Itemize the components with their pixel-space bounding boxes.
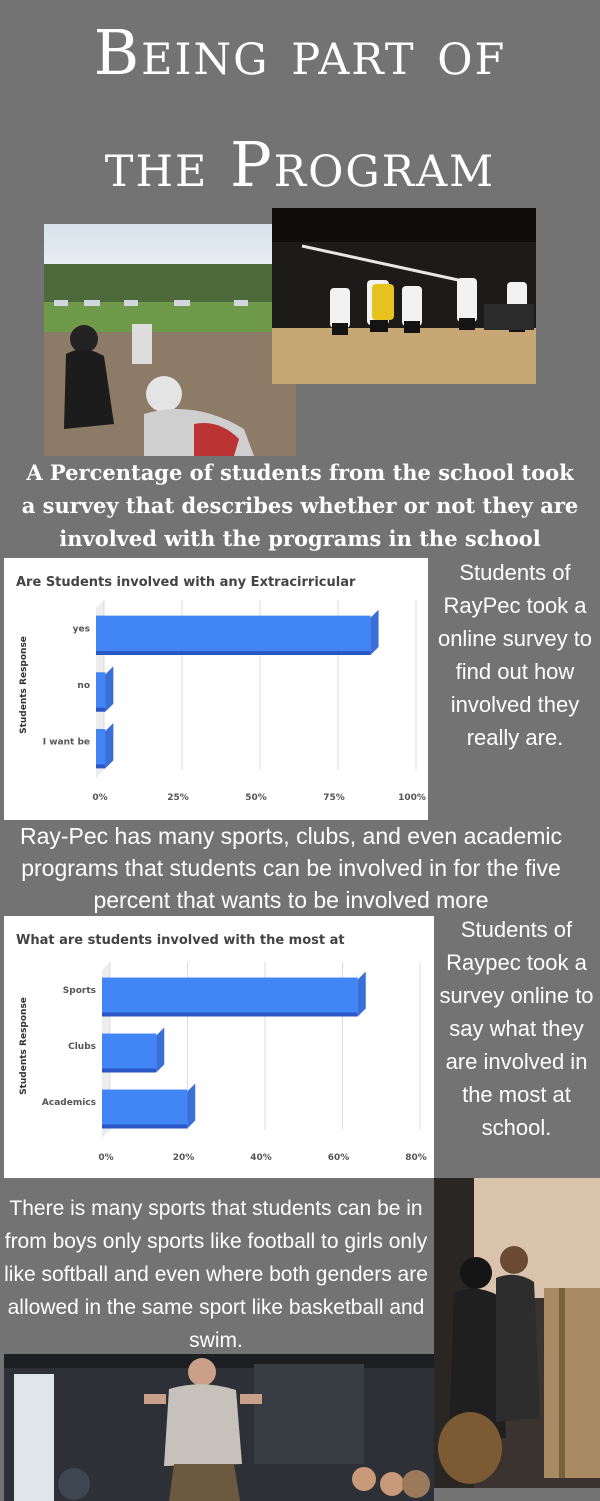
note-online-survey: Students of RayPec took a online survey to find out how involved they really are. — [437, 560, 593, 750]
bar-end — [105, 723, 113, 768]
x-tick-label: 100% — [398, 793, 426, 803]
softball-photo — [44, 224, 296, 456]
chart-involvement — [4, 558, 428, 820]
programs-paragraph: Ray-Pec has many sports, clubs, and even academic programs that students can be involved in for the five percent that wants to be involved more — [19, 823, 563, 913]
chart-most-involved — [4, 916, 434, 1178]
bar-end — [105, 666, 113, 711]
x-tick-label: 50% — [245, 793, 267, 803]
chart-most-involved-svg — [4, 916, 434, 1178]
note-most-involved: Students of Raypec took a survey online to say what they are involved in the most at school. — [439, 917, 594, 1140]
category-label: no — [77, 681, 90, 691]
x-tick-label: 0% — [92, 793, 108, 803]
bar — [102, 1034, 156, 1069]
bar — [96, 729, 105, 764]
category-label: Sports — [62, 986, 96, 996]
x-tick-label: 80% — [405, 1153, 427, 1163]
x-tick-label: 0% — [98, 1153, 114, 1163]
chart-involvement-svg — [4, 558, 428, 820]
x-tick-label: 60% — [327, 1153, 350, 1163]
bar — [96, 616, 371, 651]
bar-end — [371, 610, 379, 655]
category-label: I want be — [42, 737, 90, 748]
category-label: Academics — [41, 1098, 96, 1108]
category-label: Clubs — [68, 1042, 96, 1052]
workshop-photo — [434, 1178, 600, 1488]
title-line-2: the Program — [104, 128, 496, 201]
bar — [96, 672, 105, 707]
bar-end — [156, 1028, 164, 1073]
x-tick-label: 25% — [167, 793, 189, 803]
x-tick-label: 20% — [172, 1153, 195, 1163]
volleyball-photo — [272, 208, 536, 384]
y-axis-label: Students Response — [19, 636, 29, 734]
chart-title: What are students involved with the most at — [16, 933, 345, 948]
x-tick-label: 75% — [323, 793, 345, 803]
bar-end — [358, 972, 366, 1017]
bar — [102, 1090, 187, 1125]
category-label: yes — [72, 624, 90, 635]
bar-end — [187, 1084, 195, 1129]
sports-paragraph: There is many sports that students can be in from boys only sports like football to girls only like softball and even where both genders are allowed in the same sport like basketball and swim. — [4, 1197, 428, 1352]
x-tick-label: 40% — [250, 1153, 272, 1163]
bar — [102, 978, 358, 1013]
chart-title: Are Students involved with any Extracirricular — [16, 575, 356, 590]
y-axis-label: Students Response — [19, 997, 29, 1095]
survey-caption: A Percentage of students from the school took a survey that describes whether or not they are involved with the programs in the school — [21, 460, 579, 551]
student-photo — [4, 1354, 434, 1501]
title-line-1: Being part of — [93, 16, 507, 89]
